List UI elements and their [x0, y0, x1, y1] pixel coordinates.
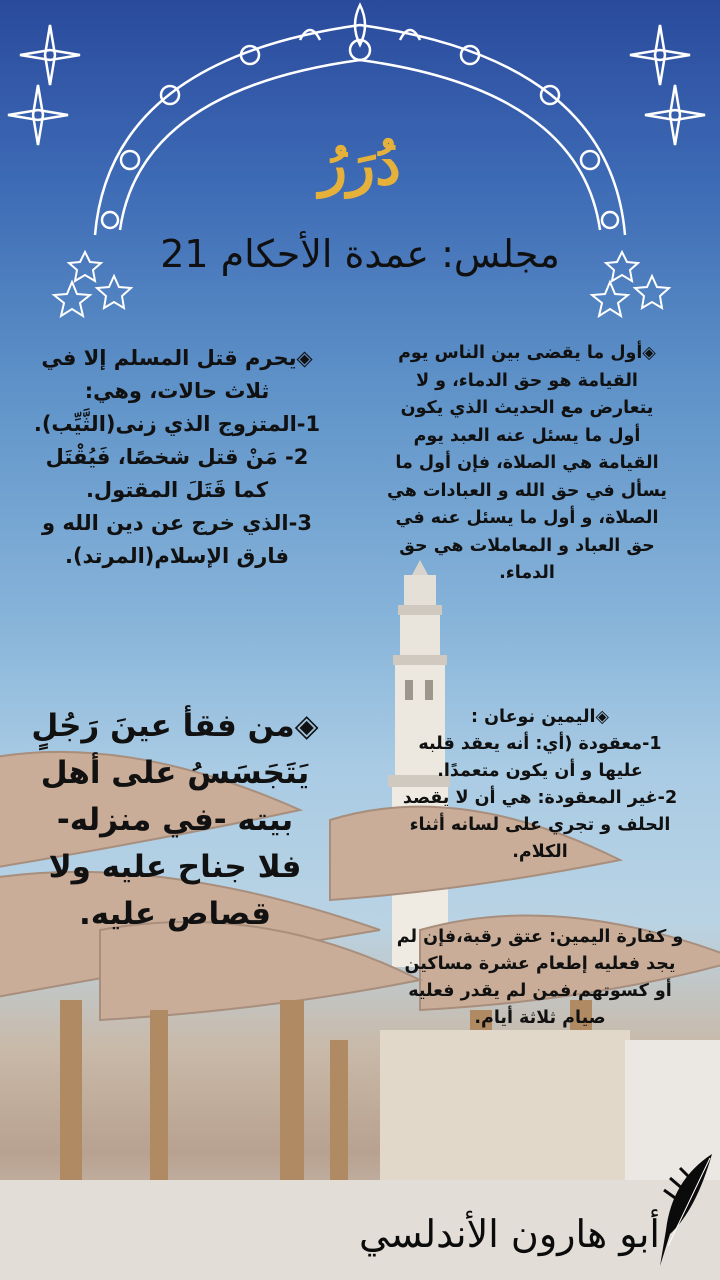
- text-line: أول ما يسئل عنه العبد يوم: [413, 425, 641, 446]
- author-signature: أبو هارون الأندلسي: [358, 1212, 660, 1256]
- text-line: يتعارض مع الحديث الذي يكون: [400, 398, 654, 418]
- text-line: يسأل في حق الله و العبادات هي: [386, 480, 667, 501]
- text-line: 3-الذي خرج عن دين الله و: [42, 511, 312, 535]
- text-line: كما قَتَلَ المقتول.: [85, 478, 269, 502]
- text-line: يجد فعليه إطعام عشرة مساكين: [404, 954, 676, 974]
- text-line: عليها و أن يكون متعمدًا.: [437, 761, 643, 781]
- text-line: حق العباد و المعاملات هي حق: [399, 535, 655, 556]
- text-line: القيامة هي الصلاة، فإن أول ما: [395, 453, 659, 473]
- text-block-killing-cases: [14, 342, 340, 573]
- page-heading: مجلس: عمدة الأحكام 21: [160, 232, 560, 276]
- quill-icon: [652, 1150, 720, 1270]
- text-line: فلا جناح عليه ولا: [48, 849, 302, 885]
- text-line: ◈يحرم قتل المسلم إلا في: [41, 346, 313, 370]
- text-line: ◈أول ما يقضى بين الناس يوم: [398, 343, 656, 363]
- text-line: الحلف و تجري على لسانه أثناء: [409, 815, 671, 835]
- text-line: الكلام.: [512, 842, 568, 862]
- text-line: 1-معقودة (أي: أنه يعقد قلبه: [418, 734, 662, 754]
- text-line: 2- مَنْ قتل شخصًا، فَيُقْتَل: [45, 445, 309, 469]
- text-line: 2-غير المعقودة: هي أن لا يقصد: [402, 788, 678, 808]
- text-line: قصاص عليه.: [78, 896, 272, 932]
- mosque-building: [380, 1030, 630, 1180]
- text-line: ◈اليمين نوعان :: [471, 707, 609, 727]
- text-line: ◈من فقأ عينَ رَجُلٍ: [31, 708, 319, 744]
- text-line: 1-المتزوج الذي زنى(الثَّيِّب).: [33, 412, 321, 436]
- text-line: الدماء.: [499, 563, 555, 583]
- logo-title: دُرَرُ: [319, 130, 401, 198]
- text-block-blood-rights: [352, 340, 702, 588]
- text-line: بيته -في منزله-: [56, 802, 294, 838]
- text-line: يَتَجَسَسُ على أهل: [40, 755, 310, 791]
- text-line: ثلاث حالات، وهي:: [84, 379, 270, 403]
- text-line: الصلاة، و أول ما يسئل عنه في: [395, 508, 659, 528]
- sparkle-star-icon: [8, 25, 705, 145]
- text-block-oath-types: [368, 704, 712, 866]
- text-line: و كفارة اليمين: عتق رقبة،فإن لم: [396, 927, 684, 947]
- text-line: فارق الإسلام(المرتد).: [64, 544, 290, 568]
- text-line: القيامة هو حق الدماء، و لا: [416, 370, 638, 391]
- text-line: صيام ثلاثة أيام.: [474, 1008, 606, 1028]
- text-line: أو كسوتهم،فمن لم يقدر فعليه: [408, 981, 672, 1001]
- text-block-oath-expiation: [368, 924, 712, 1032]
- text-block-spying-ruling: [14, 703, 336, 938]
